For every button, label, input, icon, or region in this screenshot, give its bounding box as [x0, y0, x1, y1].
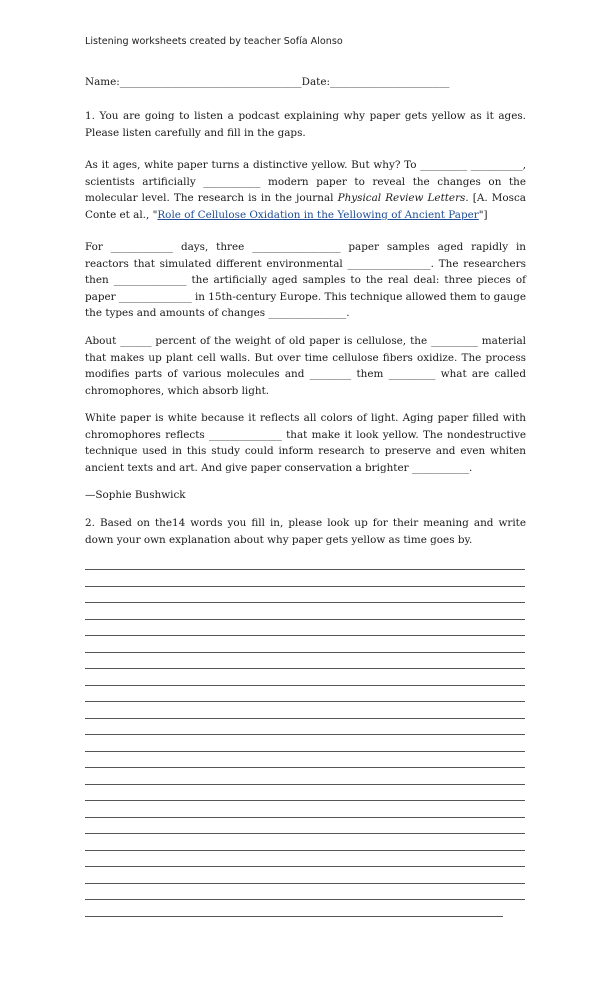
question-2 [85, 515, 526, 548]
signature [85, 487, 526, 504]
answer-line[interactable] [85, 784, 525, 785]
answer-line[interactable] [85, 833, 525, 834]
journal-name: Physical Review Letters [337, 192, 466, 205]
answer-line[interactable] [85, 635, 525, 636]
paragraph-2-text: For ____________ days, three _________________ paper samples aged rapidly in reactors that simulated different environmental ________________. The researchers then ______________ the artificially aged samples to the real deal: three pieces of paper ______________ in 15th-century Europe. This technique allowed them to gauge the types and amounts of changes _______________. [85, 241, 527, 320]
answer-line[interactable] [85, 701, 525, 702]
answer-line[interactable] [85, 817, 525, 818]
article-link[interactable]: Role of Cellulose Oxidation in the Yellowing of Ancient Paper [157, 208, 479, 221]
paragraph-2 [85, 239, 526, 322]
citation-end: "] [478, 208, 488, 221]
answer-line[interactable] [85, 619, 525, 620]
paragraph-3-text: About ______ percent of the weight of old paper is cellulose, the _________ material that makes up plant cell walls. But over time cellulose fibers oxidize. The process modifies parts of various molecules and ________ them _________ what are called chromophores, which absorb light. [85, 335, 526, 397]
citation-prefix: . [A. Mosca Conte et al., " [85, 192, 526, 221]
answer-line[interactable] [85, 800, 525, 801]
answer-line[interactable] [85, 685, 525, 686]
answer-line[interactable] [85, 751, 525, 752]
paragraph-1 [85, 157, 526, 223]
answer-line[interactable] [85, 668, 525, 669]
answer-line[interactable] [85, 734, 525, 735]
question-2-instructions: 2. Based on the14 words you fill in, please look up for their meaning and write down your own explanation about why paper gets yellow as time goes by. [85, 517, 526, 546]
paragraph-4 [85, 410, 526, 476]
answer-line[interactable] [85, 916, 503, 917]
answer-line[interactable] [85, 718, 525, 719]
name-date-line: Name:___________________________________Date:_______________________ [85, 76, 450, 88]
answer-line[interactable] [85, 866, 525, 867]
answer-line[interactable] [85, 652, 525, 653]
answer-line[interactable] [85, 899, 525, 900]
answer-line[interactable] [85, 850, 525, 851]
answer-line[interactable] [85, 569, 525, 570]
answer-line[interactable] [85, 586, 525, 587]
paragraph-4-text: White paper is white because it reflects all colors of light. Aging paper filled with chromophores reflects ______________ that make it look yellow. The nondestructive technique used in this study could inform research to preserve and even whiten ancient texts and art. And give paper conservation a brighter ___________. [85, 412, 526, 474]
answer-line[interactable] [85, 767, 525, 768]
paragraph-1-text: As it ages, white paper turns a distinctive yellow. But why? To _________ __________, scientists artificially ___________ modern paper to reveal the changes on the molecular level. The research is in the journal [85, 159, 526, 205]
page-header: Listening worksheets created by teacher Sofía Alonso [85, 36, 343, 47]
question-1-instructions: 1. You are going to listen a podcast explaining why paper gets yellow as it ages. Please listen carefully and fill in the gaps. [85, 110, 526, 139]
paragraph-3 [85, 333, 526, 399]
author-signature: —Sophie Bushwick [85, 489, 186, 501]
question-1 [85, 108, 526, 141]
answer-line[interactable] [85, 883, 525, 884]
answer-line[interactable] [85, 602, 525, 603]
